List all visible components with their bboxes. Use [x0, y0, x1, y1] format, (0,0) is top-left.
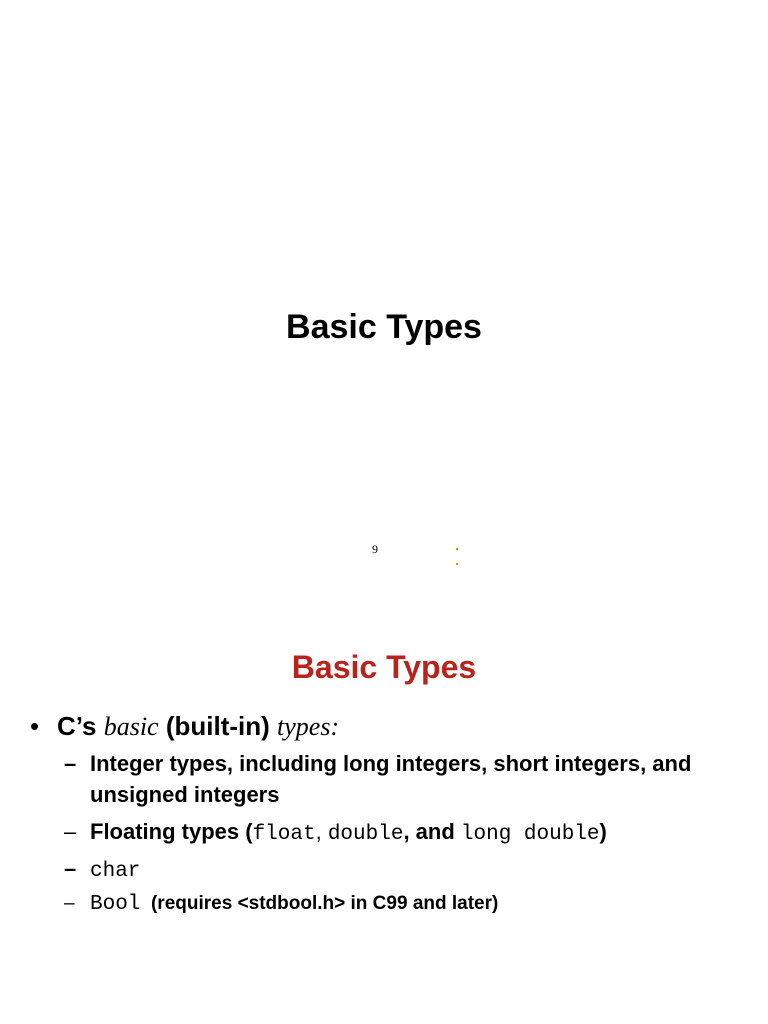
- subitem-bool: [64, 888, 754, 920]
- subitem-floating-types: [64, 816, 754, 850]
- slide-2-title: Basic Types: [291, 649, 477, 685]
- code-double: double: [327, 823, 404, 846]
- code-long-double: long double: [460, 823, 600, 846]
- code-char: char: [90, 860, 141, 883]
- decorative-dot: [456, 563, 458, 565]
- bullet-text-part1: C’s: [57, 711, 104, 741]
- dash-marker: –: [64, 856, 77, 881]
- dash-marker: –: [64, 893, 75, 914]
- decorative-dot: [456, 548, 458, 550]
- dash-marker: –: [64, 819, 77, 844]
- code-float: float: [252, 823, 316, 846]
- subitem-integer-types: [64, 748, 754, 810]
- page-number: 9: [372, 542, 378, 556]
- bullet-marker: •: [30, 711, 40, 741]
- code-bool: Bool: [90, 893, 141, 916]
- subitem-text: Integer types, including long integers, short integers, and unsigned integers: [90, 751, 692, 807]
- dash-marker: –: [64, 751, 77, 776]
- subitem-text: (requires <stdbool.h> in C99 and later): [140, 893, 499, 914]
- subitem-text: ): [599, 819, 607, 844]
- bullet-text-types: types:: [277, 712, 340, 741]
- subitem-char: [64, 853, 754, 887]
- subitem-text: , and: [403, 819, 461, 844]
- bullet-text-part3: (built-in): [158, 711, 278, 741]
- slide-1-title: Basic Types: [286, 308, 482, 346]
- bullet-text-basic: basic: [103, 712, 159, 741]
- main-bullet: [30, 708, 339, 745]
- subitem-text: ,: [315, 819, 328, 844]
- subitem-text: Floating types (: [90, 819, 253, 844]
